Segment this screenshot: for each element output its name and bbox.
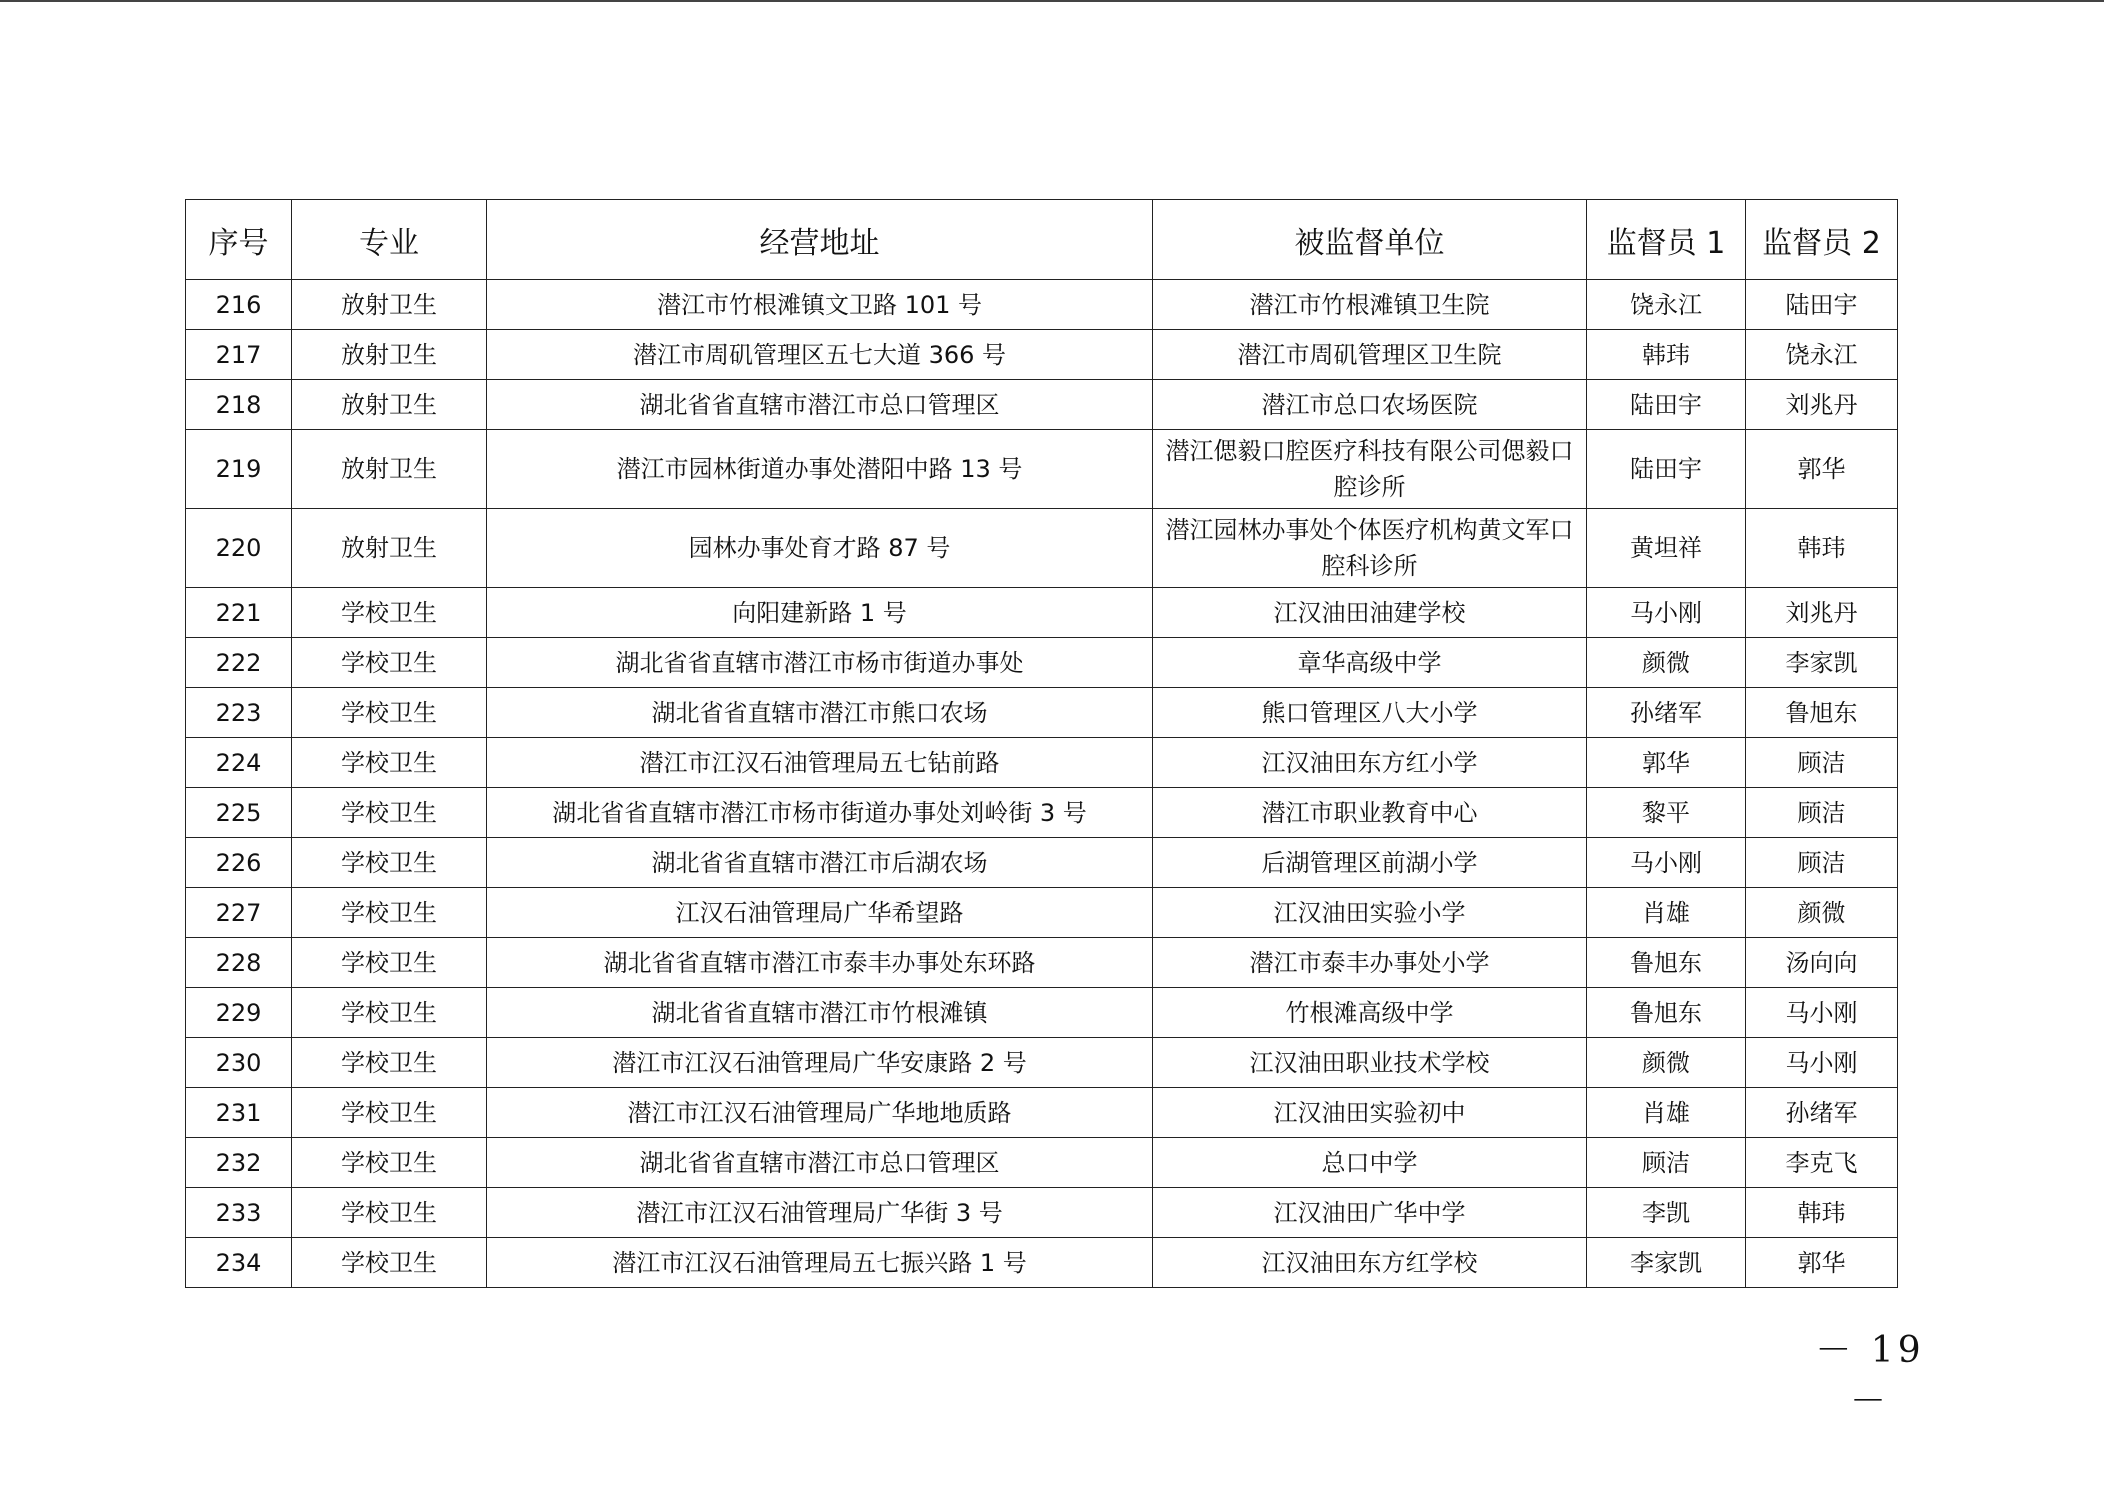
- cell-major: 放射卫生: [292, 330, 487, 380]
- cell-supervisor1: 肖雄: [1587, 1088, 1746, 1138]
- table-body: [186, 280, 1898, 1288]
- cell-address: 湖北省省直辖市潜江市泰丰办事处东环路: [487, 938, 1153, 988]
- cell-unit: 江汉油田实验小学: [1153, 888, 1587, 938]
- header-supervisor1: 监督员 1: [1587, 200, 1746, 280]
- cell-unit: 江汉油田职业技术学校: [1153, 1038, 1587, 1088]
- cell-supervisor1: 鲁旭东: [1587, 938, 1746, 988]
- cell-major: 学校卫生: [292, 738, 487, 788]
- cell-seq: 222: [186, 638, 292, 688]
- cell-unit: 江汉油田广华中学: [1153, 1188, 1587, 1238]
- cell-unit: 章华高级中学: [1153, 638, 1587, 688]
- cell-supervisor2: 孙绪军: [1746, 1088, 1898, 1138]
- cell-supervisor1: 鲁旭东: [1587, 988, 1746, 1038]
- cell-address: 潜江市竹根滩镇文卫路 101 号: [487, 280, 1153, 330]
- cell-unit: 潜江市总口农场医院: [1153, 380, 1587, 430]
- cell-address: 湖北省省直辖市潜江市熊口农场: [487, 688, 1153, 738]
- cell-major: 学校卫生: [292, 638, 487, 688]
- cell-seq: 234: [186, 1238, 292, 1288]
- header-address: 经营地址: [487, 200, 1153, 280]
- cell-supervisor2: 李家凯: [1746, 638, 1898, 688]
- cell-address: 湖北省省直辖市潜江市后湖农场: [487, 838, 1153, 888]
- table-row: [186, 1188, 1898, 1238]
- cell-seq: 231: [186, 1088, 292, 1138]
- cell-supervisor1: 颜微: [1587, 1038, 1746, 1088]
- cell-major: 学校卫生: [292, 888, 487, 938]
- cell-unit: 熊口管理区八大小学: [1153, 688, 1587, 738]
- table-row: [186, 988, 1898, 1038]
- cell-unit: 总口中学: [1153, 1138, 1587, 1188]
- table-row: [186, 1138, 1898, 1188]
- header-seq: 序号: [186, 200, 292, 280]
- cell-supervisor2: 郭华: [1746, 1238, 1898, 1288]
- cell-major: 学校卫生: [292, 1138, 487, 1188]
- cell-supervisor2: 刘兆丹: [1746, 380, 1898, 430]
- cell-supervisor1: 韩玮: [1587, 330, 1746, 380]
- cell-address: 湖北省省直辖市潜江市总口管理区: [487, 1138, 1153, 1188]
- cell-seq: 226: [186, 838, 292, 888]
- page-number: － 19 －: [1815, 1330, 1925, 1422]
- cell-supervisor1: 黎平: [1587, 788, 1746, 838]
- cell-address: 向阳建新路 1 号: [487, 588, 1153, 638]
- table-row: [186, 638, 1898, 688]
- cell-seq: 223: [186, 688, 292, 738]
- cell-seq: 219: [186, 430, 292, 509]
- cell-address: 潜江市江汉石油管理局广华街 3 号: [487, 1188, 1153, 1238]
- cell-supervisor1: 马小刚: [1587, 588, 1746, 638]
- cell-seq: 220: [186, 509, 292, 588]
- cell-unit: 潜江市职业教育中心: [1153, 788, 1587, 838]
- cell-supervisor1: 颜微: [1587, 638, 1746, 688]
- cell-supervisor1: 马小刚: [1587, 838, 1746, 888]
- cell-unit: 江汉油田油建学校: [1153, 588, 1587, 638]
- cell-seq: 221: [186, 588, 292, 638]
- cell-seq: 232: [186, 1138, 292, 1188]
- table-row: [186, 888, 1898, 938]
- cell-address: 湖北省省直辖市潜江市杨市街道办事处刘岭街 3 号: [487, 788, 1153, 838]
- cell-seq: 230: [186, 1038, 292, 1088]
- cell-seq: 227: [186, 888, 292, 938]
- cell-supervisor1: 黄坦祥: [1587, 509, 1746, 588]
- cell-unit: 潜江市竹根滩镇卫生院: [1153, 280, 1587, 330]
- table-row: [186, 1088, 1898, 1138]
- cell-supervisor1: 陆田宇: [1587, 380, 1746, 430]
- cell-supervisor2: 韩玮: [1746, 1188, 1898, 1238]
- cell-supervisor2: 韩玮: [1746, 509, 1898, 588]
- cell-supervisor2: 鲁旭东: [1746, 688, 1898, 738]
- cell-unit: 江汉油田东方红学校: [1153, 1238, 1587, 1288]
- cell-supervisor2: 陆田宇: [1746, 280, 1898, 330]
- cell-supervisor1: 顾洁: [1587, 1138, 1746, 1188]
- header-major: 专业: [292, 200, 487, 280]
- cell-supervisor2: 马小刚: [1746, 988, 1898, 1038]
- cell-address: 潜江市江汉石油管理局广华安康路 2 号: [487, 1038, 1153, 1088]
- cell-major: 学校卫生: [292, 588, 487, 638]
- cell-unit: 江汉油田实验初中: [1153, 1088, 1587, 1138]
- cell-supervisor2: 顾洁: [1746, 788, 1898, 838]
- cell-major: 放射卫生: [292, 430, 487, 509]
- cell-address: 湖北省省直辖市潜江市杨市街道办事处: [487, 638, 1153, 688]
- cell-seq: 217: [186, 330, 292, 380]
- cell-unit: 后湖管理区前湖小学: [1153, 838, 1587, 888]
- cell-supervisor1: 肖雄: [1587, 888, 1746, 938]
- table-row: [186, 509, 1898, 588]
- cell-major: 学校卫生: [292, 1088, 487, 1138]
- cell-unit: 竹根滩高级中学: [1153, 988, 1587, 1038]
- cell-supervisor2: 颜微: [1746, 888, 1898, 938]
- cell-major: 学校卫生: [292, 1038, 487, 1088]
- cell-supervisor1: 李家凯: [1587, 1238, 1746, 1288]
- cell-address: 湖北省省直辖市潜江市竹根滩镇: [487, 988, 1153, 1038]
- cell-seq: 229: [186, 988, 292, 1038]
- cell-supervisor1: 李凯: [1587, 1188, 1746, 1238]
- cell-major: 学校卫生: [292, 938, 487, 988]
- table-row: [186, 280, 1898, 330]
- cell-seq: 224: [186, 738, 292, 788]
- header-supervisor2: 监督员 2: [1746, 200, 1898, 280]
- table-row: [186, 738, 1898, 788]
- cell-address: 潜江市园林街道办事处潜阳中路 13 号: [487, 430, 1153, 509]
- cell-major: 放射卫生: [292, 509, 487, 588]
- cell-supervisor1: 陆田宇: [1587, 430, 1746, 509]
- cell-address: 潜江市江汉石油管理局五七钻前路: [487, 738, 1153, 788]
- cell-supervisor1: 孙绪军: [1587, 688, 1746, 738]
- cell-supervisor2: 马小刚: [1746, 1038, 1898, 1088]
- cell-supervisor2: 饶永江: [1746, 330, 1898, 380]
- supervision-table: [185, 199, 1898, 1288]
- cell-supervisor1: 郭华: [1587, 738, 1746, 788]
- cell-address: 湖北省省直辖市潜江市总口管理区: [487, 380, 1153, 430]
- cell-address: 潜江市江汉石油管理局广华地地质路: [487, 1088, 1153, 1138]
- table-header: [186, 200, 1898, 280]
- cell-major: 学校卫生: [292, 1188, 487, 1238]
- cell-major: 学校卫生: [292, 788, 487, 838]
- cell-supervisor1: 饶永江: [1587, 280, 1746, 330]
- cell-address: 潜江市周矶管理区五七大道 366 号: [487, 330, 1153, 380]
- cell-major: 放射卫生: [292, 280, 487, 330]
- cell-address: 潜江市江汉石油管理局五七振兴路 1 号: [487, 1238, 1153, 1288]
- cell-unit: 潜江市周矶管理区卫生院: [1153, 330, 1587, 380]
- table-row: [186, 1038, 1898, 1088]
- cell-major: 放射卫生: [292, 380, 487, 430]
- cell-unit: 潜江偲毅口腔医疗科技有限公司偲毅口腔诊所: [1153, 430, 1587, 509]
- table-row: [186, 430, 1898, 509]
- table-row: [186, 330, 1898, 380]
- cell-seq: 218: [186, 380, 292, 430]
- table-row: [186, 838, 1898, 888]
- cell-seq: 225: [186, 788, 292, 838]
- cell-major: 学校卫生: [292, 1238, 487, 1288]
- cell-major: 学校卫生: [292, 838, 487, 888]
- cell-unit: 潜江市泰丰办事处小学: [1153, 938, 1587, 988]
- cell-address: 江汉石油管理局广华希望路: [487, 888, 1153, 938]
- table-row: [186, 380, 1898, 430]
- cell-supervisor2: 顾洁: [1746, 838, 1898, 888]
- cell-unit: 潜江园林办事处个体医疗机构黄文军口腔科诊所: [1153, 509, 1587, 588]
- table-row: [186, 788, 1898, 838]
- cell-supervisor2: 郭华: [1746, 430, 1898, 509]
- cell-major: 学校卫生: [292, 988, 487, 1038]
- cell-supervisor2: 顾洁: [1746, 738, 1898, 788]
- table-row: [186, 688, 1898, 738]
- cell-unit: 江汉油田东方红小学: [1153, 738, 1587, 788]
- cell-supervisor2: 李克飞: [1746, 1138, 1898, 1188]
- table-row: [186, 938, 1898, 988]
- table-row: [186, 1238, 1898, 1288]
- cell-seq: 233: [186, 1188, 292, 1238]
- header-row: [186, 200, 1898, 280]
- cell-seq: 228: [186, 938, 292, 988]
- header-unit: 被监督单位: [1153, 200, 1587, 280]
- cell-major: 学校卫生: [292, 688, 487, 738]
- cell-supervisor2: 刘兆丹: [1746, 588, 1898, 638]
- table-row: [186, 588, 1898, 638]
- top-border-line: [0, 0, 2104, 2]
- cell-seq: 216: [186, 280, 292, 330]
- cell-supervisor2: 汤向向: [1746, 938, 1898, 988]
- cell-address: 园林办事处育才路 87 号: [487, 509, 1153, 588]
